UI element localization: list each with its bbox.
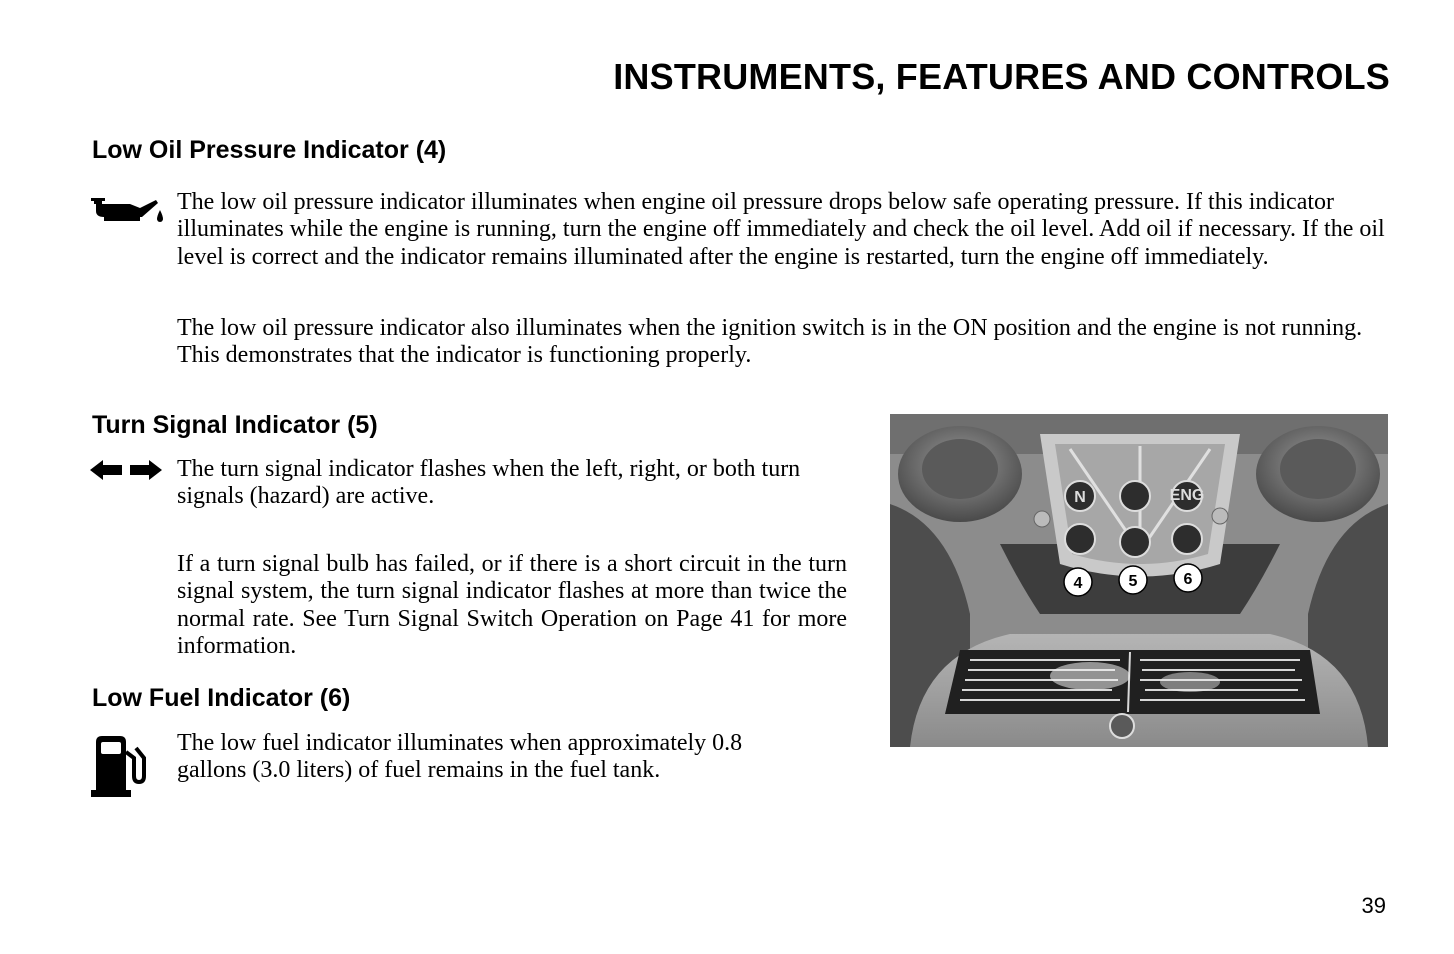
turn-signal-arrows-icon: [90, 458, 164, 482]
oil-paragraph-1: The low oil pressure indicator illuminates when engine oil pressure drops below safe operating pressure. If this indicator illuminates while the engine is running, turn the engine off immediately and check the oil level. Add oil if necessary. If the oil level is correct and the indicator remains illuminated after the engine is restarted, turn the engine off immediately.: [177, 189, 1385, 270]
callout-4: [1064, 568, 1092, 596]
section-heading-turn: Turn Signal Indicator (5): [92, 411, 378, 439]
oil-paragraph-2: The low oil pressure indicator also illuminates when the ignition switch is in the ON position and the engine is not running. This demonstrates that the indicator is functioning properly.: [177, 315, 1363, 369]
callout-5: [1119, 566, 1147, 594]
instrument-cluster-illustration: [890, 414, 1388, 747]
svg-text:4: 4: [1073, 575, 1083, 592]
turn-paragraph-1: The turn signal indicator flashes when the left, right, or both turn signals (hazard) are active.: [177, 456, 801, 510]
engine-lamp-label: ENG: [1169, 487, 1205, 504]
turn-paragraph-2: If a turn signal bulb has failed, or if there is a short circuit in the turn signal system, the turn signal indicator flashes at more than twice the normal rate. See Turn Signal Switch Operation on Page 41 for more information.: [177, 551, 847, 660]
page-title: INSTRUMENTS, FEATURES AND CONTROLS: [613, 56, 1390, 97]
instrument-cluster-photo: [890, 414, 1388, 747]
neutral-lamp-label: N: [1074, 489, 1086, 506]
svg-text:5: 5: [1128, 573, 1138, 590]
page-number: 39: [1361, 893, 1386, 918]
section-heading-oil: Low Oil Pressure Indicator (4): [92, 136, 447, 164]
callout-6: [1174, 564, 1202, 592]
section-heading-fuel: Low Fuel Indicator (6): [92, 684, 351, 712]
oil-can-icon: [90, 193, 170, 227]
fuel-paragraph-1: The low fuel indicator illuminates when approximately 0.8 gallons (3.0 liters) of fuel remains in the fuel tank.: [177, 730, 743, 784]
fuel-pump-icon: [90, 732, 148, 798]
svg-text:6: 6: [1183, 571, 1193, 588]
